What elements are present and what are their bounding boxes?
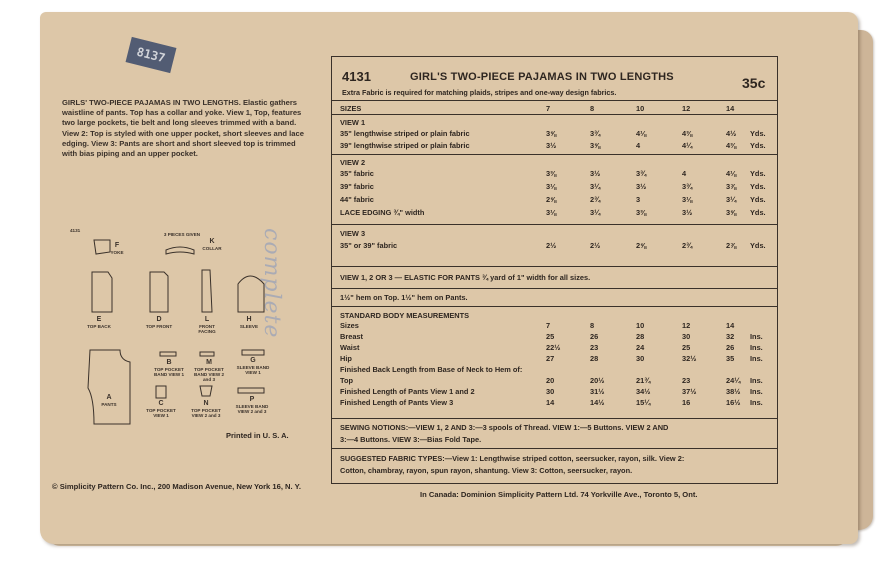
label-N: N TOP POCKET VIEW 2 and 3 <box>191 400 221 419</box>
view2-row-unit: Yds. <box>750 208 766 217</box>
piece-pants-shape <box>88 350 130 424</box>
meas-size-col-value: 7 <box>546 321 551 330</box>
meas-size-col-value: 8 <box>590 321 595 330</box>
meas-length-row-value: 20½ <box>590 376 605 385</box>
meas-row-value: 25 <box>682 343 691 352</box>
label-G: G SLEEVE BAND VIEW 1 <box>236 357 270 376</box>
meas-length-row-label: Top <box>340 376 353 385</box>
size-col-value: 14 <box>726 104 735 113</box>
elastic-row <box>332 267 777 289</box>
meas-row-value: 30 <box>682 332 691 341</box>
piece-n-shape <box>200 386 212 396</box>
view2-row-label: LACE EDGING ¾" width <box>340 208 425 217</box>
meas-length-row-value: 16½ <box>726 398 741 407</box>
view2-row-value: 3⅜ <box>546 169 557 178</box>
notions-row <box>332 419 777 449</box>
meas-length-row-unit: Ins. <box>750 398 763 407</box>
view2-row-value: 3⅞ <box>726 182 737 191</box>
view3-row-value: 2⅞ <box>726 241 737 250</box>
view2-row-unit: Yds. <box>750 169 766 178</box>
ink-stamp: 8137 <box>126 37 177 73</box>
view1-row-value: 3½ <box>546 141 557 150</box>
view2-row-value: 3⅝ <box>726 208 737 217</box>
meas-length-row-value: 38½ <box>726 387 741 396</box>
hem-row <box>332 289 777 307</box>
view2-row-value: 3¼ <box>590 182 601 191</box>
view2-row-value: 3½ <box>590 169 601 178</box>
label-A: A PANTS <box>101 394 117 407</box>
piece-p-shape <box>238 388 264 393</box>
meas-size-col-value: 12 <box>682 321 691 330</box>
fabrics-line-1: SUGGESTED FABRIC TYPES:—View 1: Lengthwise striped cotton, seersucker, rayon, silk. View 2: <box>340 454 685 463</box>
meas-row-value: 32 <box>726 332 735 341</box>
view1-row-label: 39" lengthwise striped or plain fabric <box>340 141 470 150</box>
view3-row-label: 35" or 39" fabric <box>340 241 398 250</box>
view2-row-value: 3⅛ <box>546 208 557 217</box>
view2-row-label: 44" fabric <box>340 195 374 204</box>
yardage-chart-panel <box>331 56 778 484</box>
sizes-header-row <box>332 101 777 115</box>
meas-length-row-value: 16 <box>682 398 691 407</box>
view1-title: VIEW 1 <box>340 118 366 127</box>
meas-length-row-value: 20 <box>546 376 555 385</box>
meas-length-row-unit: Ins. <box>750 376 763 385</box>
measurements-title: STANDARD BODY MEASUREMENTS <box>340 311 470 320</box>
view2-row-unit: Yds. <box>750 195 766 204</box>
label-K: K COLLAR <box>202 238 222 251</box>
meas-size-col-value: 14 <box>726 321 735 330</box>
meas-row-value: 26 <box>726 343 735 352</box>
view2-row-value: 3¾ <box>682 182 693 191</box>
back-length-label: Finished Back Length from Base of Neck to Hem of: <box>340 365 523 374</box>
view1-section <box>332 115 777 155</box>
panel-header <box>332 57 777 101</box>
view3-row-value: 2½ <box>590 241 601 250</box>
meas-length-row-value: 24¼ <box>726 376 741 385</box>
sizes-label: SIZES <box>340 104 362 113</box>
view2-row-value: 3½ <box>682 208 693 217</box>
view1-row-value: 3¾ <box>590 129 601 138</box>
notions-line-2: 3:—4 Buttons. VIEW 3:—Bias Fold Tape. <box>340 435 482 444</box>
view1-row-value: 4⅜ <box>726 141 737 150</box>
view2-row-value: 3⅛ <box>546 182 557 191</box>
meas-length-row-value: 14 <box>546 398 555 407</box>
view2-row-value: 4 <box>682 169 687 178</box>
label-L: L FRONT FACING <box>198 316 216 335</box>
piece-b-shape <box>160 352 176 356</box>
diagram-pattern-number: 4131 <box>70 228 81 233</box>
meas-row-value: 30 <box>636 354 645 363</box>
meas-row-unit: Ins. <box>750 332 763 341</box>
meas-length-row-value: 21¾ <box>636 376 651 385</box>
view1-row-value: 4⅜ <box>682 129 693 138</box>
piece-yoke-shape <box>94 240 110 254</box>
piece-top-back-shape <box>92 272 112 312</box>
view1-row-value: 4½ <box>726 129 737 138</box>
description-lead: GIRLS' TWO-PIECE PAJAMAS IN TWO LENGTHS. <box>62 98 241 107</box>
label-F: F YOKE <box>110 242 124 255</box>
meas-length-row-value: 37½ <box>682 387 697 396</box>
meas-row-label: Breast <box>340 332 364 341</box>
piece-g-shape <box>242 350 264 355</box>
view1-row-unit: Yds. <box>750 141 766 150</box>
label-D: D TOP FRONT <box>145 316 173 329</box>
size-col-value: 8 <box>590 104 595 113</box>
extra-fabric-note: Extra Fabric is required for matching plaids, stripes and one-way design fabrics. <box>342 88 617 97</box>
meas-length-row-label: Finished Length of Pants View 3 <box>340 398 454 407</box>
diagram-cut-note: 3 PIECES GIVEN <box>163 232 201 237</box>
elastic-note: VIEW 1, 2 OR 3 — ELASTIC FOR PANTS ¾ yard of 1" width for all sizes. <box>340 273 591 282</box>
view2-row-value: 3½ <box>636 182 647 191</box>
piece-collar-shape <box>166 247 194 254</box>
view2-title: VIEW 2 <box>340 158 366 167</box>
piece-front-facing-shape <box>202 270 212 312</box>
view2-row-value: 2¾ <box>590 195 601 204</box>
label-C: C TOP POCKET VIEW 1 <box>146 400 176 419</box>
view1-row-unit: Yds. <box>750 129 766 138</box>
view2-row-value: 3¾ <box>636 169 647 178</box>
view2-row-value: 3⅛ <box>682 195 693 204</box>
pattern-price: 35c <box>742 75 766 91</box>
label-M: M TOP POCKET BAND VIEW 2 and 3 <box>193 359 225 383</box>
meas-length-row-value: 31½ <box>590 387 605 396</box>
size-col-value: 10 <box>636 104 645 113</box>
label-E: E TOP BACK <box>87 316 111 329</box>
handwritten-note: complete <box>259 228 284 339</box>
view2-row-value: 3⅜ <box>636 208 647 217</box>
view3-row-value: 2⅝ <box>636 241 647 250</box>
view3-title: VIEW 3 <box>340 229 366 238</box>
view3-section <box>332 225 777 267</box>
view2-row-value: 4⅛ <box>726 169 737 178</box>
meas-length-row-label: Finished Length of Pants View 1 and 2 <box>340 387 475 396</box>
view2-row-label: 39" fabric <box>340 182 374 191</box>
view2-row-unit: Yds. <box>750 182 766 191</box>
view2-section <box>332 155 777 225</box>
pattern-number: 4131 <box>342 69 371 84</box>
view2-row-value: 3¼ <box>726 195 737 204</box>
meas-row-value: 26 <box>590 332 599 341</box>
view3-row-value: 2¾ <box>682 241 693 250</box>
measurements-sizes-label: Sizes <box>340 321 359 330</box>
hem-note: 1½" hem on Top. 1½" hem on Pants. <box>340 293 468 302</box>
label-H: H SLEEVE <box>239 316 259 329</box>
meas-length-row-value: 30 <box>546 387 555 396</box>
printed-in-usa: Printed in U. S. A. <box>226 431 289 440</box>
view2-row-value: 3¼ <box>590 208 601 217</box>
view1-row-value: 4 <box>636 141 641 150</box>
description-body: Elastic gathers waistline of pants. Top has a collar and yoke. View 1, Top, features two large pockets, tie belt and long sleeves trimmed with a band. View 2: Top is styled with one upper pocket, short sleeves and lace edging. View 3: Pants are short and short sleeved top is trimmed with bias piping and an upper pocket. <box>62 98 304 159</box>
view2-row-label: 35" fabric <box>340 169 374 178</box>
meas-row-value: 25 <box>546 332 555 341</box>
label-P: P SLEEVE BAND VIEW 2 and 3 <box>235 396 269 415</box>
view1-row-value: 4¼ <box>682 141 693 150</box>
meas-row-value: 32½ <box>682 354 697 363</box>
piece-c-shape <box>156 386 166 398</box>
measurements-section <box>332 307 777 419</box>
pattern-title: GIRL'S TWO-PIECE PAJAMAS IN TWO LENGTHS <box>410 71 674 83</box>
meas-row-unit: Ins. <box>750 354 763 363</box>
meas-row-label: Hip <box>340 354 352 363</box>
label-B: B TOP POCKET BAND VIEW 1 <box>153 359 185 378</box>
meas-row-value: 23 <box>590 343 599 352</box>
meas-row-value: 28 <box>636 332 645 341</box>
meas-row-value: 22½ <box>546 343 561 352</box>
view2-row-value: 2⅝ <box>546 195 557 204</box>
view3-row-value: 2½ <box>546 241 557 250</box>
fabrics-line-2: Cotton, chambray, rayon, spun rayon, shantung. View 3: Cotton, seersucker, rayon. <box>340 466 633 475</box>
view3-row-unit: Yds. <box>750 241 766 250</box>
meas-length-row-unit: Ins. <box>750 387 763 396</box>
fabrics-row <box>332 449 777 483</box>
size-col-value: 12 <box>682 104 691 113</box>
meas-row-value: 24 <box>636 343 645 352</box>
view1-row-label: 35" lengthwise striped or plain fabric <box>340 129 470 138</box>
meas-size-col-value: 10 <box>636 321 645 330</box>
piece-top-front-shape <box>150 272 168 312</box>
pattern-description <box>62 98 310 159</box>
meas-row-unit: Ins. <box>750 343 763 352</box>
meas-row-value: 35 <box>726 354 735 363</box>
meas-row-label: Waist <box>340 343 360 352</box>
size-col-value: 7 <box>546 104 551 113</box>
meas-row-value: 28 <box>590 354 599 363</box>
meas-row-value: 27 <box>546 354 555 363</box>
meas-length-row-value: 14½ <box>590 398 605 407</box>
meas-length-row-value: 34½ <box>636 387 651 396</box>
piece-m-shape <box>200 352 214 356</box>
meas-length-row-value: 15¼ <box>636 398 651 407</box>
notions-line-1: SEWING NOTIONS:—VIEW 1, 2 AND 3:—3 spools of Thread. VIEW 1:—5 Buttons. VIEW 2 AND <box>340 423 669 432</box>
view1-row-value: 3⅝ <box>590 141 601 150</box>
canada-footer: In Canada: Dominion Simplicity Pattern Ltd. 74 Yorkville Ave., Toronto 5, Ont. <box>420 490 698 499</box>
view1-row-value: 3⅝ <box>546 129 557 138</box>
view2-row-value: 3 <box>636 195 641 204</box>
copyright-footer: © Simplicity Pattern Co. Inc., 200 Madison Avenue, New York 16, N. Y. <box>52 482 301 491</box>
view1-row-value: 4⅛ <box>636 129 647 138</box>
meas-length-row-value: 23 <box>682 376 691 385</box>
